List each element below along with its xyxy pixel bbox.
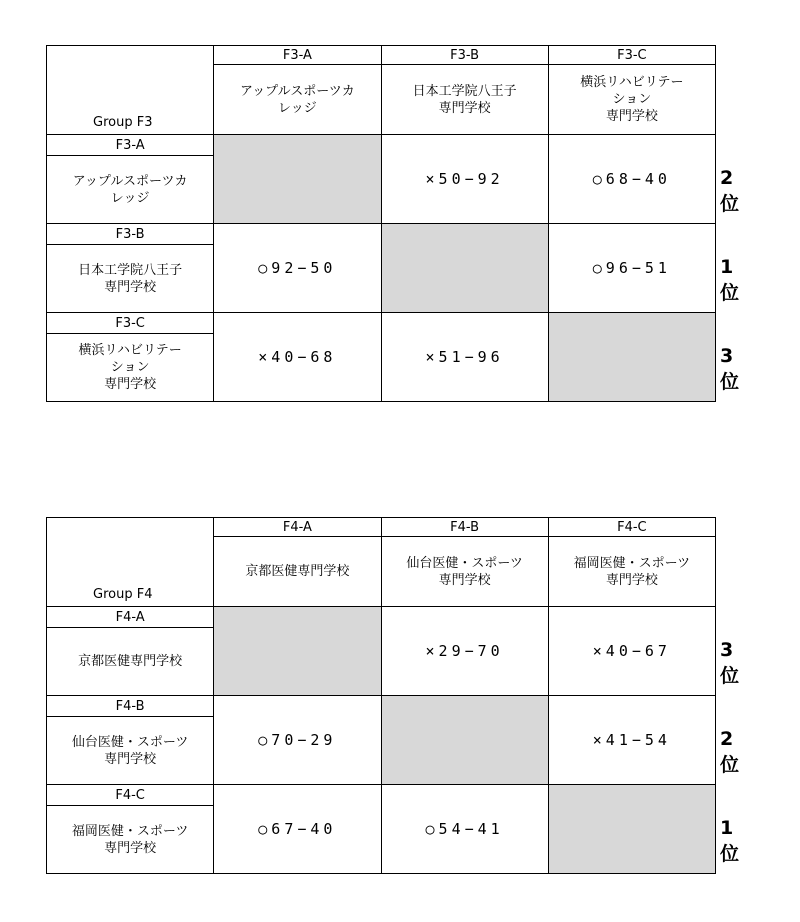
team-rank: 3位 — [720, 345, 740, 393]
match-result: ×50−92 — [381, 135, 548, 224]
match-result: ×40−67 — [548, 607, 715, 696]
column-team-code: F4-A — [214, 518, 381, 537]
match-result: ○70−29 — [214, 696, 381, 785]
column-team-code: F3-A — [214, 46, 381, 65]
row-team-name: 福岡医健・スポーツ 専門学校 — [47, 806, 214, 874]
team-rank: 1位 — [720, 817, 740, 865]
match-result: ×51−96 — [381, 313, 548, 402]
match-result: ○68−40 — [548, 135, 715, 224]
team-rank: 2位 — [720, 167, 740, 215]
column-team-code: F3-B — [381, 46, 548, 65]
self-match-cell — [214, 135, 381, 224]
row-team-name: 日本工学院八王子 専門学校 — [47, 245, 214, 313]
match-result: ×29−70 — [381, 607, 548, 696]
self-match-cell — [214, 607, 381, 696]
column-team-name: 仙台医健・スポーツ 専門学校 — [381, 537, 548, 607]
self-match-cell — [381, 696, 548, 785]
self-match-cell — [381, 224, 548, 313]
row-team-code: F4-B — [47, 696, 214, 717]
column-team-name: 京都医健専門学校 — [214, 537, 381, 607]
column-team-code: F4-B — [381, 518, 548, 537]
row-team-name: 京都医健専門学校 — [47, 628, 214, 696]
row-team-code: F4-A — [47, 607, 214, 628]
match-result: ○67−40 — [214, 785, 381, 874]
match-result: ○92−50 — [214, 224, 381, 313]
row-team-code: F3-C — [47, 313, 214, 334]
group-f4-table — [46, 517, 740, 874]
row-team-name: 横浜リハビリテー ション 専門学校 — [47, 334, 214, 402]
team-rank: 3位 — [720, 639, 740, 687]
row-team-code: F3-B — [47, 224, 214, 245]
column-team-name: 福岡医健・スポーツ 専門学校 — [548, 537, 715, 607]
column-team-code: F3-C — [548, 46, 715, 65]
column-team-code: F4-C — [548, 518, 715, 537]
team-rank: 1位 — [720, 256, 740, 304]
group-label: Group F3 — [47, 46, 214, 135]
row-team-name: 仙台医健・スポーツ 専門学校 — [47, 717, 214, 785]
match-result: ○54−41 — [381, 785, 548, 874]
match-result: ○96−51 — [548, 224, 715, 313]
column-team-name: アップルスポーツカ レッジ — [214, 65, 381, 135]
column-team-name: 日本工学院八王子 専門学校 — [381, 65, 548, 135]
group-label: Group F4 — [47, 518, 214, 607]
column-team-name: 横浜リハビリテー ション 専門学校 — [548, 65, 715, 135]
row-team-name: アップルスポーツカ レッジ — [47, 156, 214, 224]
self-match-cell — [548, 785, 715, 874]
match-result: ×40−68 — [214, 313, 381, 402]
group-f3-table — [46, 45, 740, 402]
self-match-cell — [548, 313, 715, 402]
match-result: ×41−54 — [548, 696, 715, 785]
team-rank: 2位 — [720, 728, 740, 776]
row-team-code: F4-C — [47, 785, 214, 806]
row-team-code: F3-A — [47, 135, 214, 156]
